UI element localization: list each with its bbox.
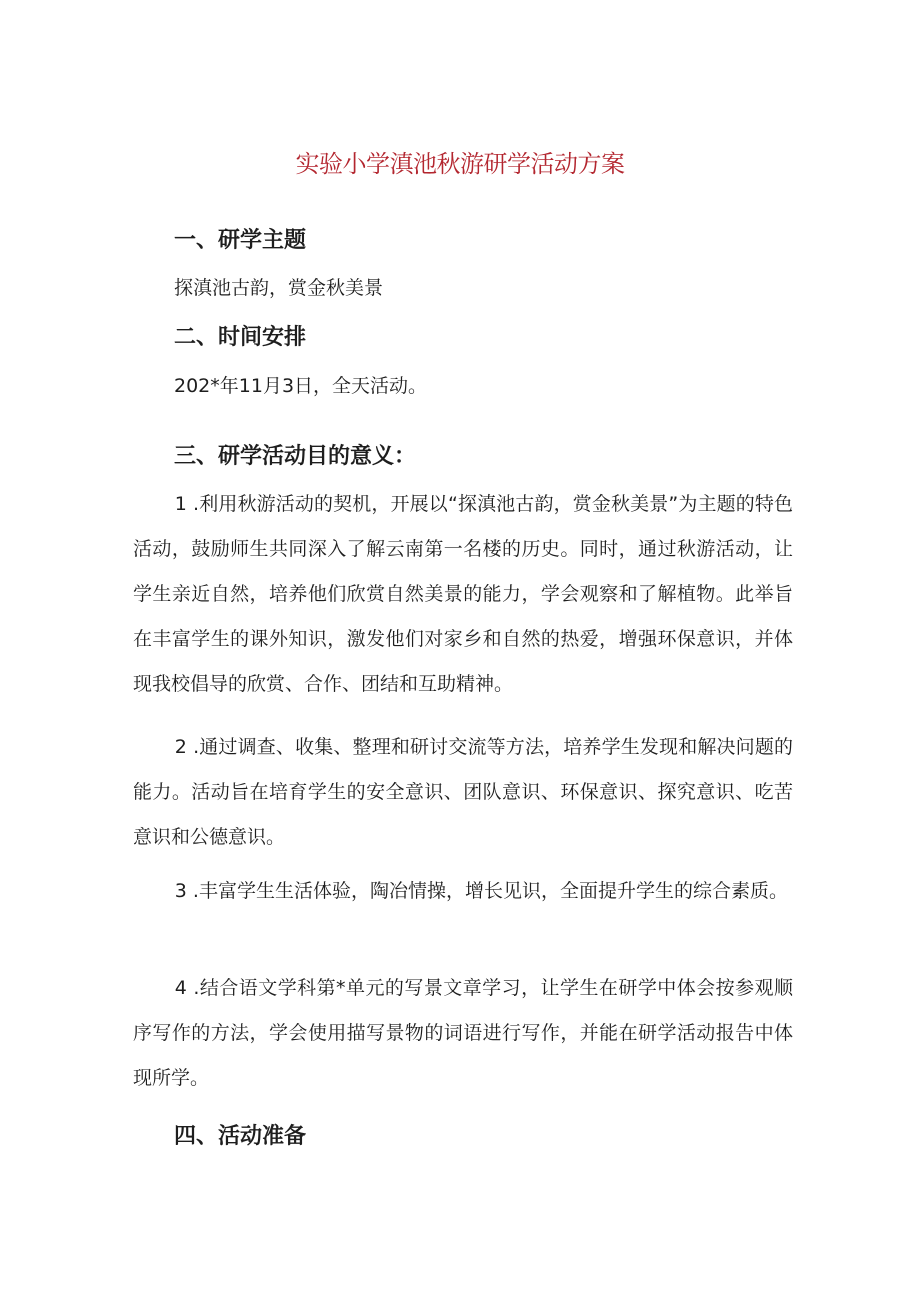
section-body-schedule: 202*年11月3日，全天活动。 <box>174 375 428 397</box>
purpose-item-4: 4 .结合语文学科第*单元的写景文章学习，让学生在研学中体会按参观顺序写作的方法，学会使用描写景物的词语进行写作，并能在研学活动报告中体现所学。 <box>133 977 793 1089</box>
section-body-theme: 探滇池古韵，赏金秋美景 <box>174 277 384 299</box>
section-heading-preparation: 四、活动准备 <box>174 1124 307 1149</box>
section-heading-schedule: 二、时间安排 <box>174 325 307 350</box>
purpose-item-1: 1 .利用秋游活动的契机，开展以“探滇池古韵，赏金秋美景”为主题的特色活动，鼓励师生共同深入了解云南第一名楼的历史。同时，通过秋游活动，让学生亲近自然，培养他们欣赏自然美景的能力，学会观察和了解植物。此举旨在丰富学生的课外知识，激发他们对家乡和自然的热爱，增强环保意识，并体现我校倡导的欣赏、合作、团结和互助精神。 <box>133 493 793 695</box>
purpose-item-3: 3 .丰富学生生活体验，陶冶情操，增长见识，全面提升学生的综合素质。 <box>174 880 788 902</box>
section-heading-purpose: 三、研学活动目的意义： <box>174 444 417 469</box>
purpose-item-2: 2 .通过调查、收集、整理和研讨交流等方法，培养学生发现和解决问题的能力。活动旨在培育学生的安全意识、团队意识、环保意识、探究意识、吃苦意识和公德意识。 <box>133 736 793 848</box>
document-title: 实验小学滇池秋游研学活动方案 <box>295 150 625 178</box>
section-heading-theme: 一、研学主题 <box>174 228 307 253</box>
